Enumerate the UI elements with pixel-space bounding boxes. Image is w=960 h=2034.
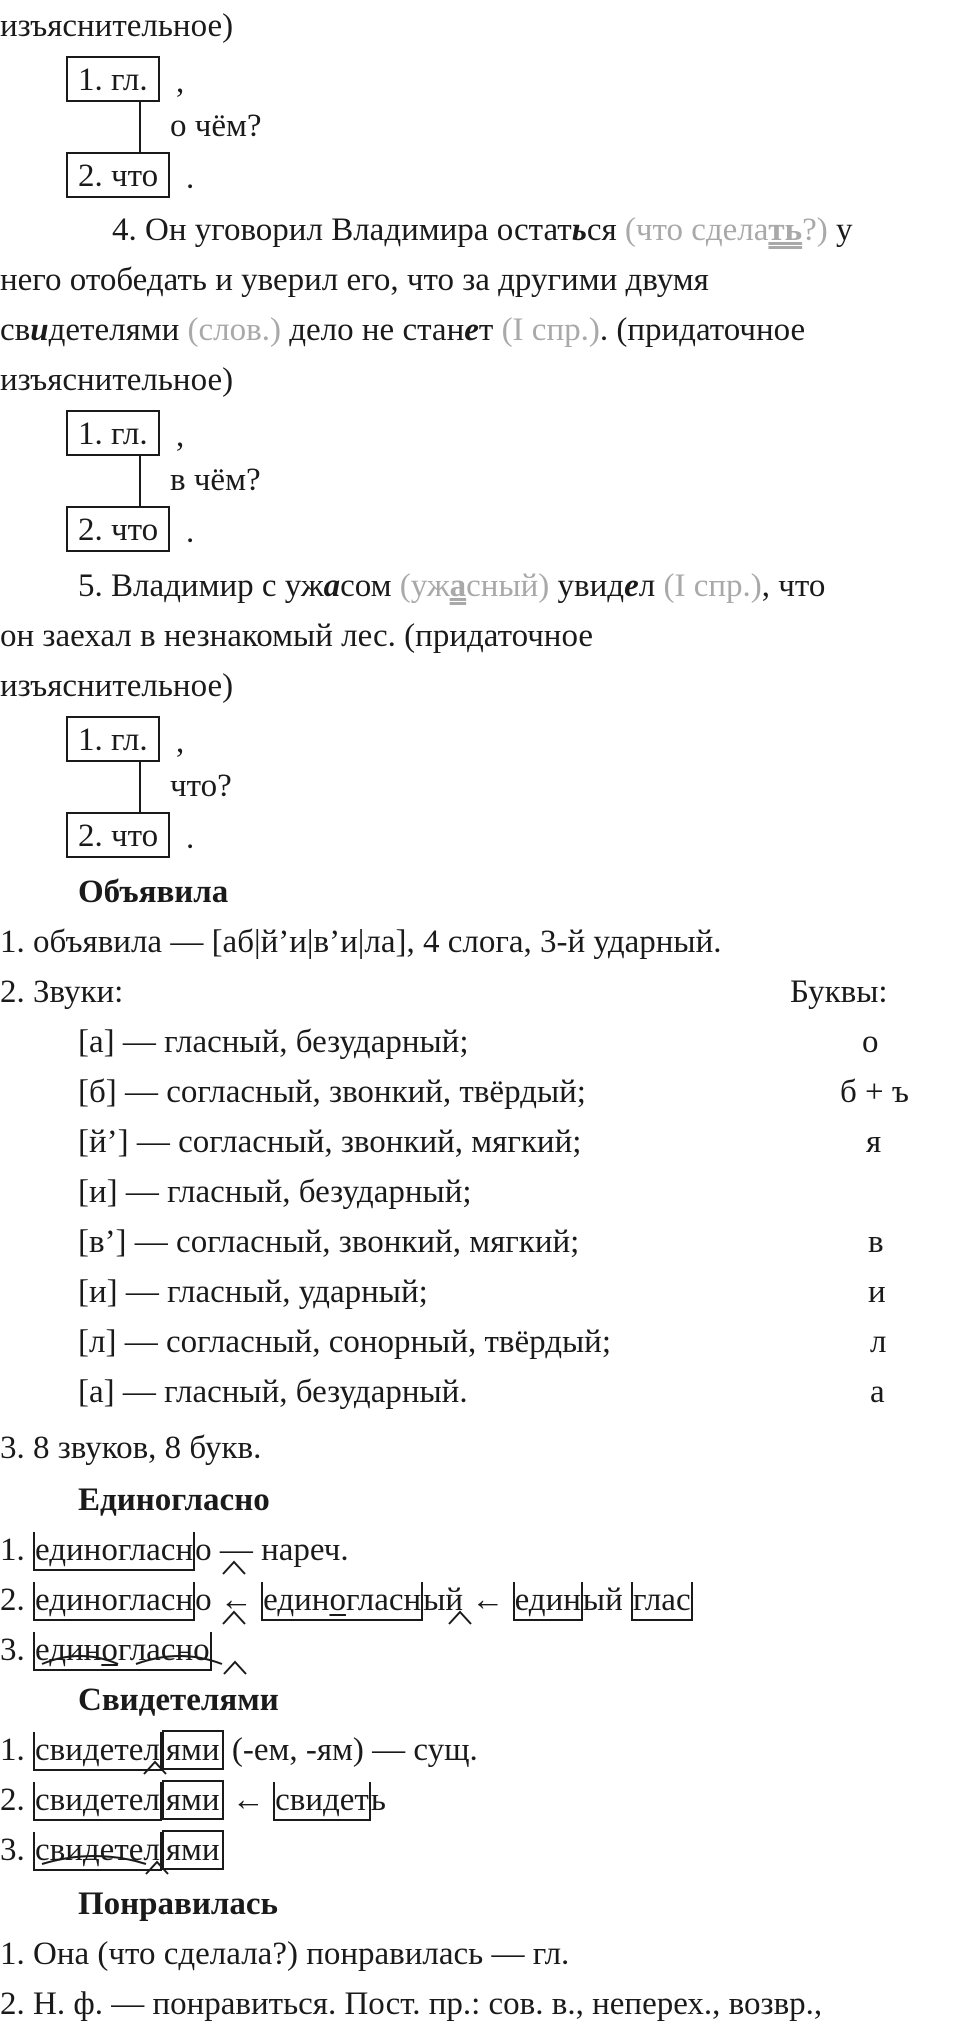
period: .: [186, 514, 195, 550]
word-ending: ь: [370, 1782, 386, 1818]
sound-description: [в’] — согласный, звонкий, мягкий;: [78, 1224, 580, 1260]
sound-description: [й’] — согласный, звонкий, мягкий;: [78, 1124, 582, 1160]
letter-value: я: [866, 1124, 882, 1160]
text-run: увид: [549, 568, 625, 604]
gray-hint: (слов.): [187, 312, 281, 348]
text-run: у: [827, 212, 853, 248]
item-number: 1.: [0, 1732, 33, 1768]
word-suffix: о: [193, 1632, 210, 1668]
section-heading-objavila: Объявила: [78, 874, 229, 910]
text-run: т: [478, 312, 502, 348]
scheme-question: о чём?: [170, 108, 262, 144]
suffix-caret: [144, 1762, 166, 1774]
text-line: 2. Н. ф. — понравиться. Пост. пр.: сов. в., неперех., возвр.,: [0, 1986, 823, 2022]
suffix-caret: [223, 1612, 245, 1624]
box-label: 2. что: [78, 818, 159, 854]
gray-hint: сный): [466, 568, 550, 604]
text-run: дело не стан: [280, 312, 465, 348]
item-number: 2.: [0, 1782, 33, 1818]
text-run: л: [638, 568, 664, 604]
letter-value: о: [862, 1024, 879, 1060]
gray-hint: (что сдела: [624, 212, 769, 248]
word-stem: свидетел: [35, 1732, 160, 1768]
section-heading-svidetelyami: Свидетелями: [78, 1682, 279, 1718]
letter-value: в: [868, 1224, 884, 1260]
word-suffix: о: [195, 1532, 212, 1568]
sentence-5-line-3: изъяснительное): [0, 668, 234, 704]
word-suffix: о: [195, 1582, 212, 1618]
letter-value: и: [868, 1274, 886, 1310]
letter-value: а: [870, 1374, 885, 1410]
text-run: детелями: [48, 312, 188, 348]
gray-hint-ending: ть: [768, 212, 803, 248]
word-stem: единогласн: [35, 1582, 194, 1618]
letters-label: Буквы:: [790, 974, 888, 1010]
arrow: ←: [223, 1782, 274, 1818]
root: гласн: [117, 1632, 194, 1668]
gray-hint: (I спр.): [501, 312, 600, 348]
root-arc: [42, 1856, 146, 1864]
box-label: 1. гл.: [78, 722, 148, 758]
word-stem: глас: [632, 1582, 691, 1618]
box-label: 2. что: [78, 158, 159, 194]
word-stem: един: [514, 1582, 581, 1618]
comma: ,: [176, 418, 185, 454]
word-stem: единогласн: [35, 1532, 194, 1568]
word-stem: свидетел: [35, 1832, 160, 1868]
highlighted-letter: и: [30, 312, 49, 348]
highlighted-letter: е: [624, 568, 639, 604]
gray-hint: ?): [802, 212, 828, 248]
sound-description: [а] — гласный, безударный;: [78, 1024, 469, 1060]
item-number: 3.: [0, 1632, 33, 1668]
root: един: [263, 1582, 330, 1618]
word-ending: ый: [582, 1582, 623, 1618]
section-heading-ponravilas: Понравилась: [78, 1886, 278, 1922]
item-number: 3.: [0, 1832, 33, 1868]
sound-description: [б] — согласный, звонкий, твёрдый;: [78, 1074, 586, 1110]
word-ending-box: ями: [162, 1780, 224, 1820]
highlighted-letter: ь: [571, 212, 587, 248]
root: гласн: [345, 1582, 422, 1618]
gray-hint: (I спр.): [663, 568, 762, 604]
box-label: 1. гл.: [78, 62, 148, 98]
item-number: 2.: [0, 1582, 33, 1618]
sentence-4-line-4: изъяснительное): [0, 362, 234, 398]
root: един: [35, 1632, 102, 1668]
arrow: ←: [211, 1582, 262, 1618]
suffix-caret: [449, 1612, 471, 1624]
box-label: 1. гл.: [78, 416, 148, 452]
sound-letter-count: 3. 8 звуков, 8 букв.: [0, 1430, 262, 1466]
highlighted-letter: а: [323, 568, 341, 604]
highlighted-letter: е: [464, 312, 479, 348]
sound-description: [и] — гласный, безударный;: [78, 1174, 472, 1210]
scheme-question: что?: [170, 768, 232, 804]
gray-hint: (уж: [399, 568, 450, 604]
gray-hint-stressed-letter: а: [449, 568, 467, 604]
letter-value: б + ъ: [840, 1074, 909, 1110]
text-run: 5. Владимир с уж: [78, 568, 324, 604]
period: .: [186, 160, 195, 196]
item-number: 1.: [0, 1532, 33, 1568]
sound-description: [а] — гласный, безударный.: [78, 1374, 468, 1410]
comma: ,: [176, 724, 185, 760]
sentence-5-line-2: он заехал в незнакомый лес. (придаточное: [0, 618, 594, 654]
text-run: (-ем, -ям) — сущ.: [223, 1732, 478, 1768]
text-run: ся: [586, 212, 625, 248]
connecting-vowel: о: [101, 1632, 118, 1668]
text-run: св: [0, 312, 31, 348]
sentence-4-line-2: него отобедать и уверил его, что за другими двумя: [0, 262, 709, 298]
word-stem: свидетел: [35, 1782, 160, 1818]
sounds-label: 2. Звуки:: [0, 974, 124, 1010]
connecting-vowel: о: [329, 1582, 346, 1618]
suffix-caret: [223, 1562, 245, 1574]
section-heading-edinoglasno: Единогласно: [78, 1482, 270, 1518]
suffix-caret: [146, 1862, 168, 1874]
phonetic-transcription: 1. объявила — [аб|й’и|в’и|ла], 4 слога, 3-й ударный.: [0, 924, 722, 960]
word-ending-box: ями: [162, 1830, 224, 1870]
arrow: ←: [463, 1582, 513, 1618]
suffix-caret: [224, 1662, 246, 1674]
sound-description: [л] — согласный, сонорный, твёрдый;: [78, 1324, 612, 1360]
root-arc: [42, 1656, 118, 1664]
text-run: . (придаточное: [599, 312, 806, 348]
text-run: — нареч.: [211, 1532, 349, 1568]
text-line: изъяснительное): [0, 8, 234, 44]
box-label: 2. что: [78, 512, 159, 548]
comma: ,: [176, 64, 185, 100]
text-run: , что: [761, 568, 826, 604]
word-ending-box: ями: [162, 1730, 224, 1770]
text-run: 4. Он уговорил Владимира остат: [112, 212, 572, 248]
text-run: сом: [340, 568, 400, 604]
period: .: [186, 820, 195, 856]
text-line: 1. Она (что сделала?) понравилась — гл.: [0, 1936, 570, 1972]
scheme-question: в чём?: [170, 462, 261, 498]
sound-description: [и] — гласный, ударный;: [78, 1274, 428, 1310]
letter-value: л: [870, 1324, 887, 1360]
word-stem: свидет: [275, 1782, 369, 1818]
word-ending: ый: [423, 1582, 464, 1618]
root-arc: [136, 1656, 222, 1664]
